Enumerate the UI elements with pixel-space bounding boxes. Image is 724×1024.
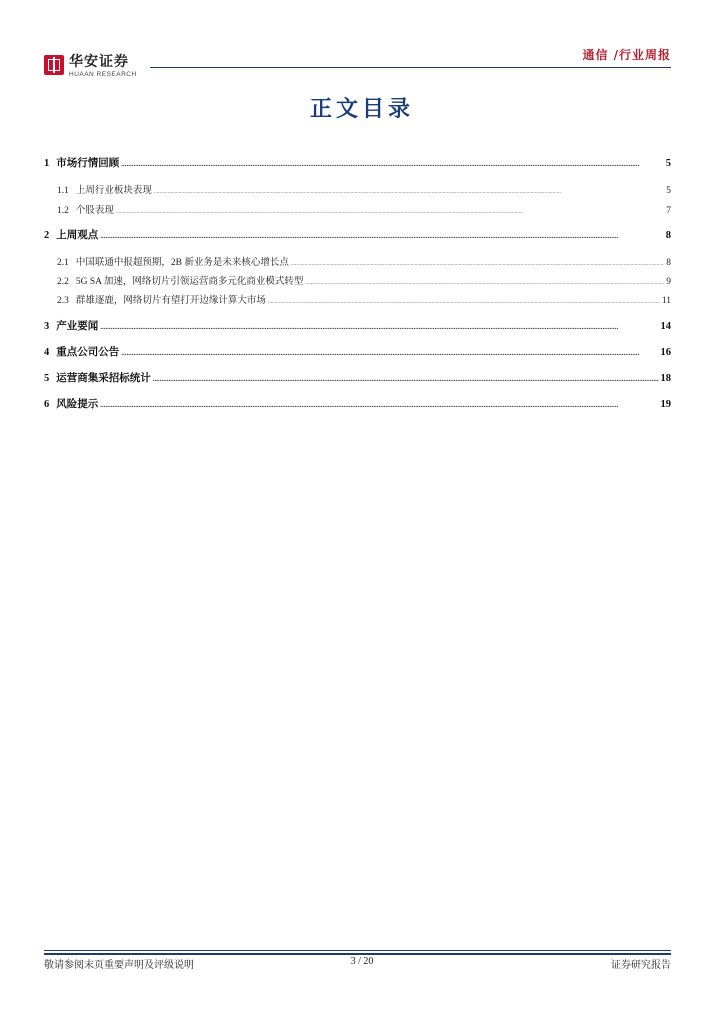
logo-text [69,55,137,79]
toc-entry-number: 5 [44,373,50,384]
toc-entry-title: 运营商集采招标统计 [56,373,151,384]
toc-entry-number: 1.2 [57,206,69,216]
toc-entry-title: 上周行业板块表现 [75,186,152,196]
toc-entry-page: 19 [660,399,671,410]
footer-disclaimer: 敬请参阅末页重要声明及评级说明 [44,960,194,971]
toc-entry-page: 14 [660,321,671,332]
toc-entry-page: 16 [660,347,671,358]
toc-leader-dots [100,323,658,331]
page-header [0,0,724,90]
toc-entry[interactable] [44,344,671,359]
toc-entry-title: 个股表现 [75,206,114,216]
toc-entry-page: 5 [666,186,671,196]
toc-entry-title: 群雄逐鹿，网络切片有望打开边缘计算大市场 [75,296,266,306]
toc-entry-number: 4 [44,347,50,358]
toc-entry[interactable] [44,273,671,287]
toc-entry-page: 8 [666,258,671,268]
toc-entry-title: 重点公司公告 [56,347,120,358]
toc-entry-title: 风险提示 [56,399,99,410]
logo-emblem-icon [44,55,64,75]
toc-entry-number: 6 [44,399,50,410]
toc-leader-dots [116,209,664,215]
toc-leader-dots [268,299,660,305]
footer-report-type: 证券研究报告 [611,960,671,971]
logo-english-name: HUAAN RESEARCH [69,71,137,78]
header-divider [150,67,671,68]
footer-divider [44,950,671,951]
toc-entry-title: 产业要闻 [56,321,99,332]
toc-entry-page: 8 [665,230,671,241]
toc-entry-page: 18 [660,373,671,384]
toc-entry-page: 9 [666,277,671,287]
toc-entry-page: 7 [666,206,671,216]
toc-entry[interactable] [44,227,671,242]
toc-entry-number: 1 [44,158,50,169]
toc-entry[interactable] [44,254,671,268]
page-title: 正文目录 [309,96,414,122]
toc-entry-page: 11 [661,296,671,306]
toc-entry-title: 中国联通中报超预期，2B 新业务是未来核心增长点 [75,258,289,268]
toc-entry[interactable] [44,292,671,306]
toc-leader-dots [153,375,659,383]
toc-entry[interactable] [44,370,671,385]
report-category: 通信 /行业周报 [582,48,671,62]
toc-leader-dots [100,232,664,240]
toc-entry[interactable] [44,155,671,170]
toc-entry-number: 3 [44,321,50,332]
toc-entry[interactable] [44,318,671,333]
toc-entry-number: 1.1 [57,186,69,196]
toc-entry[interactable] [44,182,671,196]
company-logo [44,55,137,79]
toc-entry[interactable] [44,396,671,411]
toc-entry[interactable] [44,202,671,216]
footer-divider-thick [44,953,671,955]
toc-entry-title: 5G SA 加速，网络切片引领运营商多元化商业模式转型 [75,277,304,287]
toc-entry-number: 2.1 [57,258,69,268]
toc-entry-page: 5 [665,158,671,169]
toc-entry-number: 2 [44,230,50,241]
toc-entry-number: 2.3 [57,296,69,306]
toc-entry-title: 上周观点 [56,230,99,241]
toc-entry-title: 市场行情回顾 [56,158,120,169]
toc-leader-dots [100,401,658,409]
toc-entry-number: 2.2 [57,277,69,287]
page-number: 3 / 20 [350,956,374,967]
toc-leader-dots [121,349,658,357]
toc-leader-dots [121,160,664,168]
toc-leader-dots [291,261,664,267]
toc-leader-dots [154,189,664,195]
logo-chinese-name: 华安证券 [69,54,129,70]
toc-leader-dots [305,280,664,286]
